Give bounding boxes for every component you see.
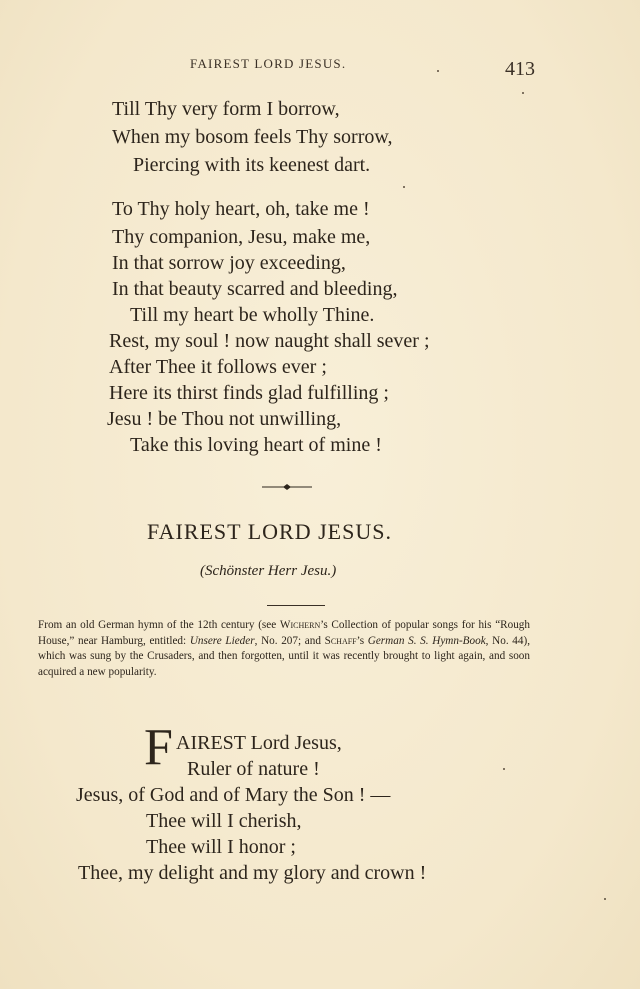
note-title-hymn-book: German S. S. Hymn-Book bbox=[367, 634, 486, 647]
note-text: , No. 207; and bbox=[254, 634, 325, 647]
verse-line: In that sorrow joy exceeding, bbox=[112, 252, 346, 274]
paper-speck bbox=[503, 768, 505, 770]
paper-speck bbox=[437, 70, 439, 72]
verse-line: Rest, my soul ! now naught shall sever ; bbox=[109, 330, 430, 352]
verse-line: Till Thy very form I borrow, bbox=[112, 98, 340, 120]
verse-line: Take this loving heart of mine ! bbox=[130, 434, 382, 456]
verse-line: Thee, my delight and my glory and crown ! bbox=[78, 862, 427, 884]
paper-speck bbox=[403, 186, 405, 188]
hymn-title: FAIREST LORD JESUS. bbox=[147, 519, 392, 544]
hymn-subtitle: (Schönster Herr Jesu.) bbox=[200, 563, 337, 579]
verse-line: Till my heart be wholly Thine. bbox=[130, 304, 375, 326]
page-number: 413 bbox=[505, 58, 535, 80]
note-name-schaff: Schaff bbox=[324, 634, 357, 647]
note-text: From an old German hymn of the 12th century (see bbox=[38, 619, 280, 631]
verse-line: Jesu ! be Thou not unwilling, bbox=[107, 408, 342, 430]
title-rule bbox=[267, 605, 325, 606]
note-text: , No. 44), which was sung by the Crusaders, and then forgotten, until it was recently brought to light again, and soon acquired a new popularity. bbox=[38, 634, 530, 678]
paper-speck bbox=[604, 898, 606, 900]
note-name-wichern: Wichern bbox=[279, 619, 321, 631]
verse-line: In that beauty scarred and bleeding, bbox=[112, 278, 398, 300]
note-text: ’s Collection of popular songs for his “Rough House,” near Hamburg, entitled: bbox=[38, 619, 530, 647]
drop-cap: F bbox=[144, 719, 173, 776]
note-text: ’s bbox=[356, 634, 368, 647]
note-title-unsere-lieder: Unsere Lieder bbox=[189, 634, 255, 647]
running-head: FAIREST LORD JESUS. bbox=[190, 56, 347, 71]
source-note bbox=[38, 618, 530, 680]
verse-line: Thee will I honor ; bbox=[146, 836, 296, 858]
verse-line: AIREST Lord Jesus, bbox=[176, 732, 342, 754]
verse-line: Thee will I cherish, bbox=[146, 810, 302, 832]
verse-line: After Thee it follows ever ; bbox=[109, 356, 327, 378]
verse-line: Ruler of nature ! bbox=[187, 758, 320, 780]
ornament-divider-icon bbox=[262, 482, 312, 492]
paper-speck bbox=[522, 92, 524, 94]
verse-line: When my bosom feels Thy sorrow, bbox=[112, 126, 393, 148]
verse-line: Here its thirst finds glad fulfilling ; bbox=[109, 382, 389, 404]
verse-line: Jesus, of God and of Mary the Son ! — bbox=[76, 784, 391, 806]
verse-line: Piercing with its keenest dart. bbox=[133, 154, 371, 176]
verse-line: Thy companion, Jesu, make me, bbox=[112, 226, 371, 248]
verse-line: To Thy holy heart, oh, take me ! bbox=[112, 198, 370, 220]
